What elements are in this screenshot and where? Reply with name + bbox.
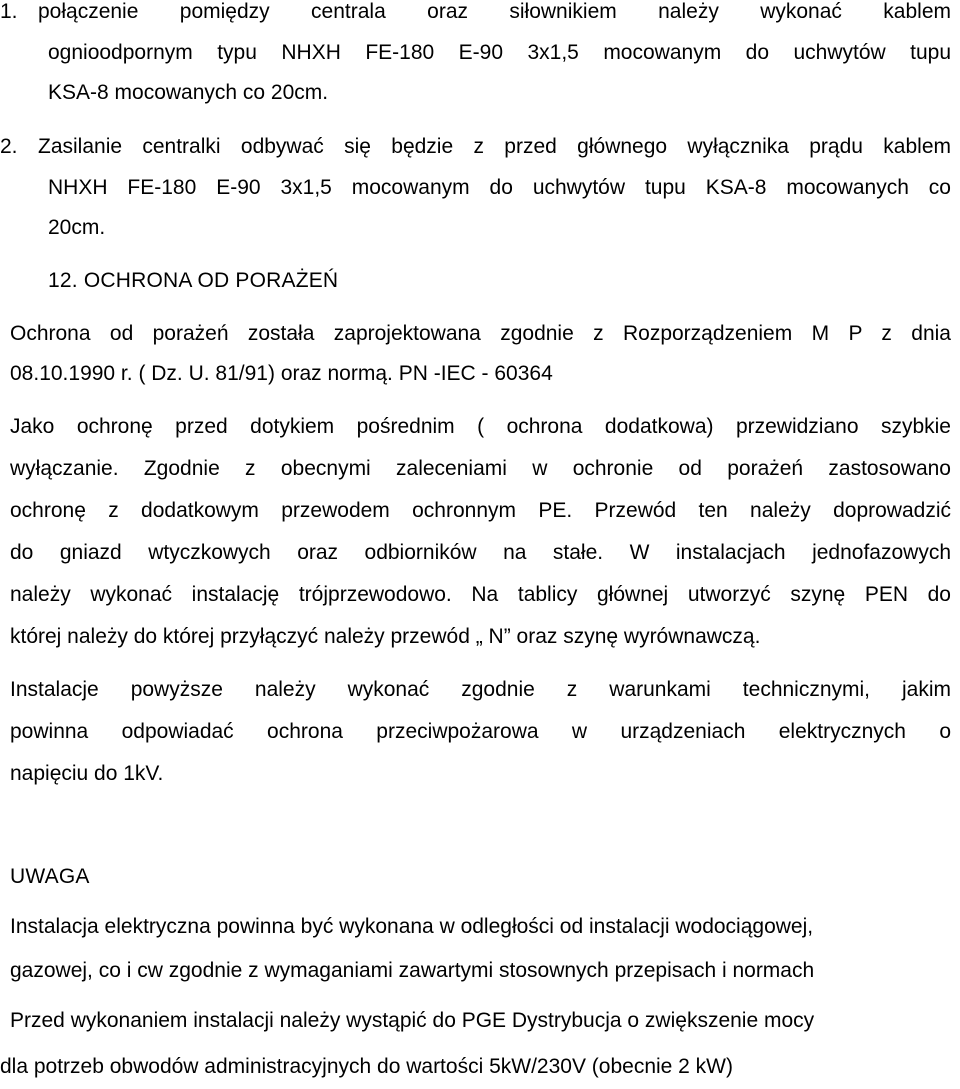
list-item-2-number: 2. xyxy=(0,135,18,158)
list-item-1-text-line-3: KSA-8 mocowanych co 20cm. xyxy=(48,81,329,104)
ochrona-para2-line-3: ochronę z dodatkowym przewodem ochronnym PE. Przewód ten należy doprowadzić xyxy=(10,499,951,522)
ochrona-para1-line-1: Ochrona od porażeń została zaprojektowana zgodnie z Rozporządzeniem M P z dnia xyxy=(10,322,951,345)
list-item-1-line-1 xyxy=(0,0,951,25)
list-item-1-text-line-1: połączenie pomiędzy centrala oraz siłownikiem należy wykonać kablem xyxy=(38,0,951,23)
ochrona-para2-line-1: Jako ochronę przed dotykiem pośrednim ( ochrona dodatkowa) przewidziano szybkie xyxy=(10,415,951,438)
list-item-1-number: 1. xyxy=(0,0,18,23)
uwaga-para2-line-1: Przed wykonaniem instalacji należy wystąpić do PGE Dystrybucja o zwiększenie mocy xyxy=(10,1009,815,1032)
section-heading-ochrona: 12. OCHRONA OD PORAŻEŃ xyxy=(48,269,339,292)
ochrona-para2-line-5: należy wykonać instalację trójprzewodowo. Na tablicy głównej utworzyć szynę PEN do xyxy=(10,583,951,606)
list-item-1-text-line-2: ognioodpornym typu NHXH FE-180 E-90 3x1,5 mocowanym do uchwytów tupu xyxy=(48,41,951,64)
uwaga-para2-line-2: dla potrzeb obwodów administracyjnych do wartości 5kW/230V (obecnie 2 kW) xyxy=(0,1055,734,1078)
ochrona-para2-line-6: której należy do której przyłączyć należy przewód „ N” oraz szynę wyrównawczą. xyxy=(10,625,761,648)
list-item-2-line-1 xyxy=(0,134,951,160)
uwaga-para1-line-2: gazowej, co i cw zgodnie z wymaganiami zawartymi stosownych przepisach i normach xyxy=(10,959,815,982)
list-item-2-text-line-2: NHXH FE-180 E-90 3x1,5 mocowanym do uchwytów tupu KSA-8 mocowanych co xyxy=(48,176,951,199)
list-item-2-text-line-1: Zasilanie centralki odbywać się będzie z przed głównego wyłącznika prądu kablem xyxy=(38,135,951,158)
uwaga-para1-line-1: Instalacja elektryczna powinna być wykonana w odległości od instalacji wodociągowej, xyxy=(10,915,814,938)
ochrona-para3-line-3: napięciu do 1kV. xyxy=(10,762,164,785)
ochrona-para3-line-1: Instalacje powyższe należy wykonać zgodnie z warunkami technicznymi, jakim xyxy=(10,678,951,701)
ochrona-para2-line-2: wyłączanie. Zgodnie z obecnymi zaleceniami w ochronie od porażeń zastosowano xyxy=(10,457,951,480)
ochrona-para1-line-2: 08.10.1990 r. ( Dz. U. 81/91) oraz normą. PN -IEC - 60364 xyxy=(10,362,553,385)
ochrona-para2-line-4: do gniazd wtyczkowych oraz odbiorników na stałe. W instalacjach jednofazowych xyxy=(10,541,951,564)
list-item-2-text-line-3: 20cm. xyxy=(48,216,106,239)
ochrona-para3-line-2: powinna odpowiadać ochrona przeciwpożarowa w urządzeniach elektrycznych o xyxy=(10,720,951,743)
uwaga-heading: UWAGA xyxy=(10,865,90,888)
